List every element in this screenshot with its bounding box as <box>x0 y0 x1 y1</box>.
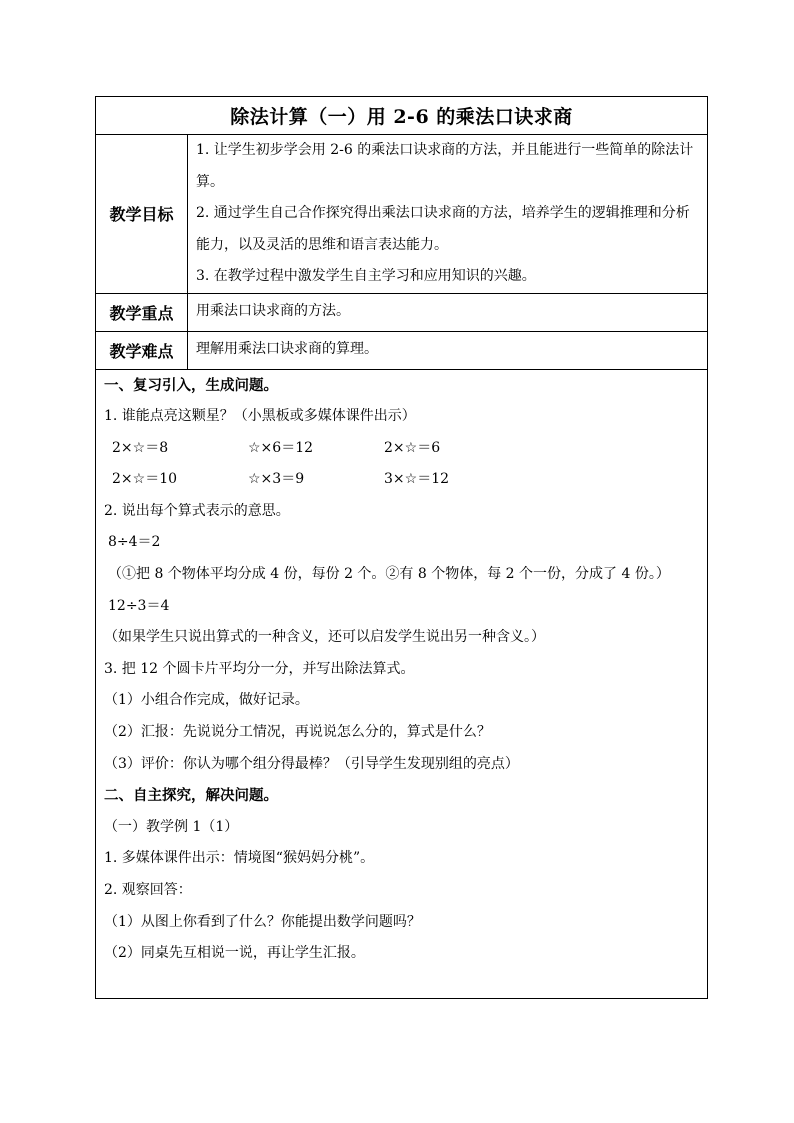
section2-question-2-part-b: （2）同桌先互相说一说，再让学生汇报。 <box>104 945 365 962</box>
question-3-part-b: （2）汇报：先说说分工情况，再说说怎么分的，算式是什么？ <box>104 724 491 741</box>
equation: 2×☆＝8 <box>112 439 169 456</box>
equation-row-1 <box>104 433 701 465</box>
difficulty-row <box>96 331 708 369</box>
difficulty-label: 教学难点 <box>96 331 188 369</box>
goals-row <box>96 135 708 294</box>
equation: ☆×6＝12 <box>248 439 314 456</box>
expression-1: 8÷4＝2 <box>108 534 161 551</box>
process-row <box>96 369 708 998</box>
difficulty-text: 理解用乘法口诀求商的算理。 <box>188 331 708 369</box>
equation: 2×☆＝6 <box>384 439 441 456</box>
section2-question-2-part-a: （1）从图上你看到了什么？你能提出数学问题吗？ <box>104 913 421 930</box>
question-2: 2. 说出每个算式表示的意思。 <box>104 502 290 519</box>
teaching-process <box>96 369 708 998</box>
title-row <box>96 97 708 135</box>
expression-2-note: （如果学生只说出算式的一种含义，还可以启发学生说出另一种含义。） <box>104 629 545 646</box>
equation: 3×☆＝12 <box>384 471 450 488</box>
expression-2: 12÷3＝4 <box>108 597 170 614</box>
section2-question-2: 2. 观察回答： <box>104 882 192 898</box>
section2-heading: 二、自主探究，解决问题。 <box>104 787 278 805</box>
goal-item-1: 1. 让学生初步学会用 2-6 的乘法口诀求商的方法，并且能进行一些简单的除法计算。 <box>196 142 694 190</box>
goal-item-2: 2. 通过学生自己合作探究得出乘法口诀求商的方法，培养学生的逻辑推理和分析能力，以及灵活的思维和语言表达能力。 <box>196 205 690 253</box>
expression-1-note: （①把 8 个物体平均分成 4 份，每份 2 个。②有 8 个物体，每 2 个一份，分成了 4 份。） <box>108 566 670 583</box>
goals-label: 教学目标 <box>96 135 188 294</box>
key-point-label: 教学重点 <box>96 293 188 331</box>
question-3-part-a: （1）小组合作完成，做好记录。 <box>104 692 309 709</box>
question-3: 3. 把 12 个圆卡片平均分一分，并写出除法算式。 <box>104 660 415 677</box>
section2-question-1: 1. 多媒体课件出示：情境图“猴妈妈分桃”。 <box>104 850 375 867</box>
lesson-plan-table <box>95 96 708 999</box>
example-label: （一）教学例 1（1） <box>104 818 239 835</box>
question-1: 1. 谁能点亮这颗星？（小黑板或多媒体课件出示） <box>104 408 416 425</box>
equation: ☆×3＝9 <box>248 471 305 488</box>
key-point-text: 用乘法口诀求商的方法。 <box>188 293 708 331</box>
equation: 2×☆＝10 <box>112 471 178 488</box>
goals-content <box>188 135 708 294</box>
section1-heading: 一、复习引入，生成问题。 <box>104 376 278 394</box>
goal-item-3: 3. 在教学过程中激发学生自主学习和应用知识的兴趣。 <box>196 268 536 284</box>
key-point-row <box>96 293 708 331</box>
lesson-title: 除法计算（一）用 2-6 的乘法口诀求商 <box>96 97 708 135</box>
question-3-part-c: （3）评价：你认为哪个组分得最棒？（引导学生发现别组的亮点） <box>104 755 519 772</box>
equation-row-2 <box>104 464 701 496</box>
